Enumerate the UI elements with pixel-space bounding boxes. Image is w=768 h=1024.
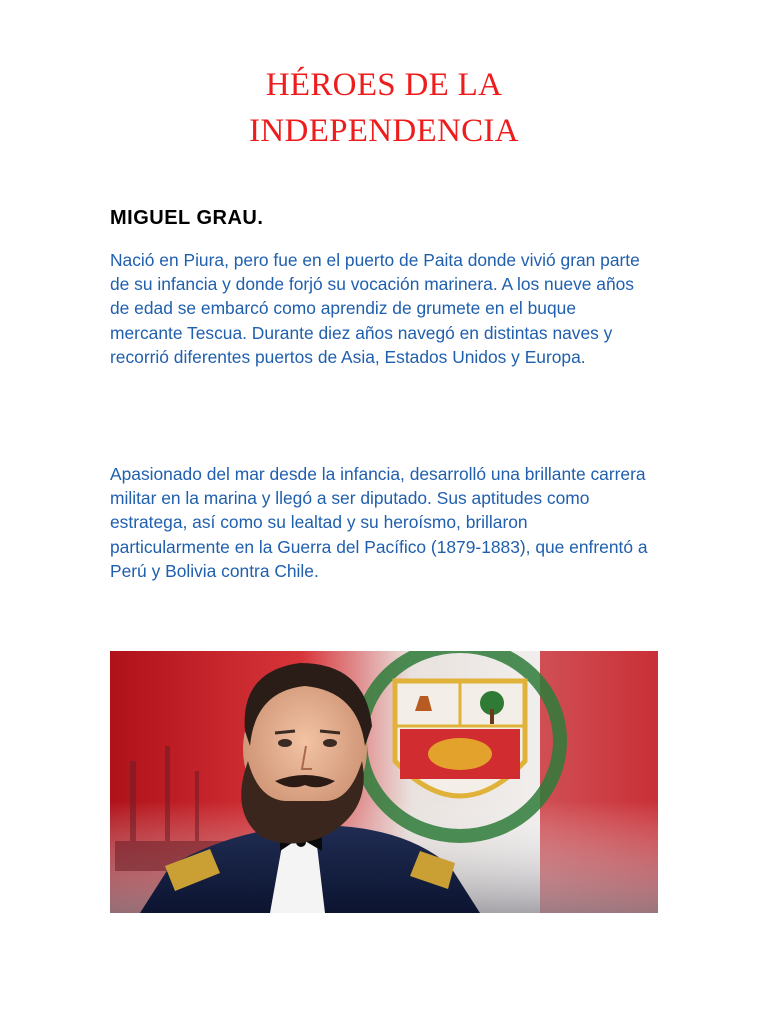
section-heading: MIGUEL GRAU. [110,207,264,229]
page-title [0,62,768,154]
portrait-image [110,651,658,913]
title-line-2: INDEPENDENCIA [249,113,519,149]
paragraph-career: Apasionado del mar desde la infancia, desarrolló una brillante carrera militar en la marina y llegó a ser diputado. Sus aptitudes como estratega, así como su lealtad y su heroísmo, brillaron particularmente en la Guerra del Pacífico (1879-1883), que enfrentó a Perú y Bolivia contra Chile. [110,464,648,581]
title-line-1: HÉROES DE LA [265,67,503,103]
portrait-illustration [110,651,658,913]
paragraph-biography: Nació en Piura, pero fue en el puerto de Paita donde vivió gran parte de su infancia y donde forjó su vocación marinera. A los nueve años de edad se embarcó como aprendiz de grumete en el buque mercante Tescua. Durante diez años navegó en distintas naves y recorrió diferentes puertos de Asia, Estados Unidos y Europa. [110,250,640,367]
